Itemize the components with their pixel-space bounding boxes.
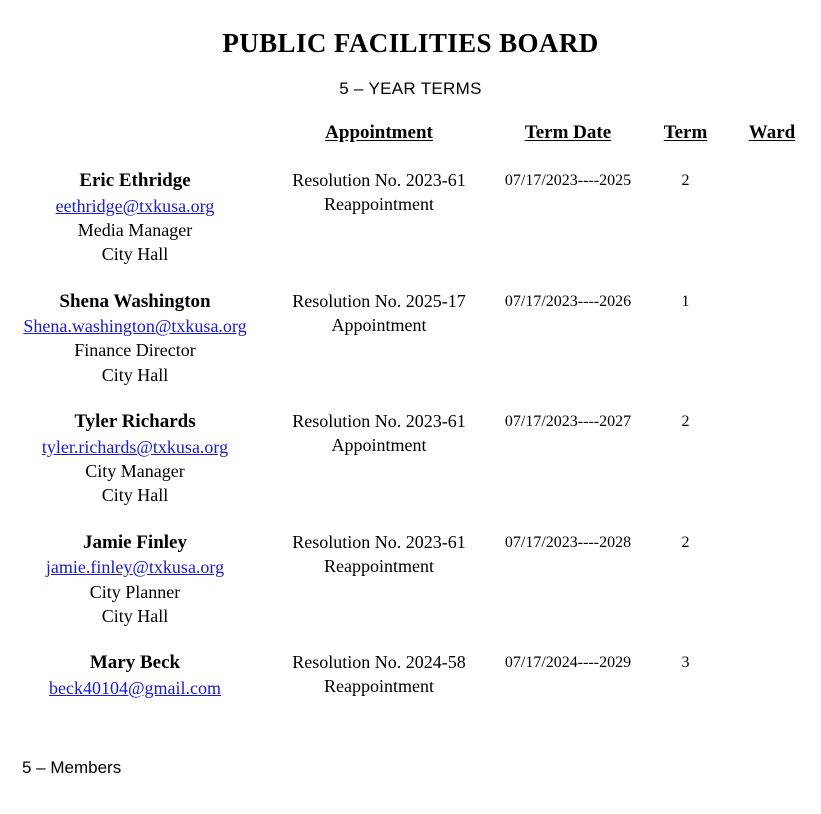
member-location: City Hall	[101, 364, 169, 385]
column-header-ward	[723, 121, 821, 146]
appointment-resolution: Resolution No. 2025-17	[292, 290, 466, 311]
member-email-link[interactable]: tyler.richards@txkusa.org	[41, 436, 229, 457]
member-role: City Manager	[85, 461, 185, 481]
appointment-type: Reappointment	[324, 194, 434, 215]
term-cell	[648, 267, 723, 388]
term-date-cell	[488, 387, 648, 508]
term-cell	[648, 628, 723, 700]
member-email-link[interactable]: beck40104@gmail.com	[48, 677, 222, 698]
appointment-resolution: Resolution No. 2023-61	[292, 170, 466, 190]
appointment-resolution: Resolution No. 2024-58	[292, 652, 466, 673]
page-title: PUBLIC FACILITIES BOARD	[222, 28, 599, 58]
column-header-term-date-label: Term Date	[524, 122, 612, 143]
member-email-link[interactable]: eethridge@txkusa.org	[55, 195, 215, 216]
term-date-cell	[488, 267, 648, 388]
column-header-ward-label: Ward	[748, 122, 796, 143]
term-date-value: 07/17/2024----2029	[504, 654, 632, 672]
member-name: Mary Beck	[89, 652, 181, 674]
member-name: Shena Washington	[59, 290, 211, 312]
table-row	[0, 387, 821, 508]
term-cell	[648, 508, 723, 629]
member-email-link[interactable]: Shena.washington@txkusa.org	[23, 316, 247, 337]
member-role: Media Manager	[77, 219, 193, 240]
column-header-name	[0, 121, 270, 146]
table-row	[0, 146, 821, 267]
term-date-cell	[488, 146, 648, 267]
ward-cell	[723, 387, 821, 508]
member-info-cell	[0, 387, 270, 508]
ward-cell	[723, 146, 821, 267]
ward-cell	[723, 628, 821, 700]
document-page	[0, 28, 821, 814]
column-header-appointment-label: Appointment	[325, 122, 433, 143]
ward-value	[724, 530, 820, 532]
appointment-resolution: Resolution No. 2023-61	[292, 531, 466, 552]
appointment-cell	[270, 146, 488, 267]
term-cell	[648, 387, 723, 508]
table-row	[0, 628, 821, 700]
column-header-term	[648, 121, 723, 146]
member-info-cell	[0, 146, 270, 267]
column-header-appointment	[270, 121, 488, 146]
appointment-cell	[270, 508, 488, 629]
term-date-value: 07/17/2023----2027	[504, 413, 632, 431]
member-info-cell	[0, 267, 270, 388]
table-row	[0, 267, 821, 388]
table-header-row	[0, 121, 821, 146]
member-email-link[interactable]: jamie.finley@txkusa.org	[45, 557, 225, 578]
term-date-cell	[488, 628, 648, 700]
appointment-type: Reappointment	[324, 555, 434, 576]
ward-value	[724, 168, 820, 170]
members-count-note: 5 – Members	[22, 758, 122, 777]
appointment-type: Appointment	[331, 314, 427, 335]
term-date-value: 07/17/2023----2028	[504, 533, 632, 551]
member-role: City Planner	[89, 581, 181, 602]
member-location: City Hall	[101, 485, 169, 506]
appointment-cell	[270, 387, 488, 508]
term-value: 1	[681, 292, 690, 310]
member-name: Tyler Richards	[74, 411, 196, 433]
member-location: City Hall	[101, 605, 169, 626]
ward-cell	[723, 508, 821, 629]
member-role: Finance Director	[74, 340, 196, 361]
term-value: 2	[681, 413, 690, 431]
appointment-cell	[270, 267, 488, 388]
appointment-type: Appointment	[331, 435, 427, 456]
term-value: 2	[681, 533, 690, 551]
column-header-term-label: Term	[663, 122, 708, 143]
ward-value	[724, 409, 820, 411]
term-date-value: 07/17/2023----2025	[504, 172, 632, 189]
appointment-type: Reappointment	[324, 676, 434, 697]
ward-cell	[723, 267, 821, 388]
appointment-cell	[270, 628, 488, 700]
member-name: Jamie Finley	[83, 531, 187, 553]
board-members-table	[0, 121, 821, 700]
term-cell	[648, 146, 723, 267]
member-info-cell	[0, 628, 270, 700]
term-value: 3	[681, 654, 690, 672]
ward-value	[724, 289, 820, 291]
appointment-resolution: Resolution No. 2023-61	[292, 411, 466, 432]
member-name: Eric Ethridge	[79, 170, 191, 191]
page-subtitle: 5 – YEAR TERMS	[339, 79, 482, 98]
column-header-term-date	[488, 121, 648, 146]
table-row	[0, 508, 821, 629]
ward-value	[724, 650, 820, 652]
member-location: City Hall	[101, 244, 169, 265]
term-date-cell	[488, 508, 648, 629]
member-info-cell	[0, 508, 270, 629]
term-date-value: 07/17/2023----2026	[504, 292, 632, 310]
term-value: 2	[681, 172, 690, 189]
